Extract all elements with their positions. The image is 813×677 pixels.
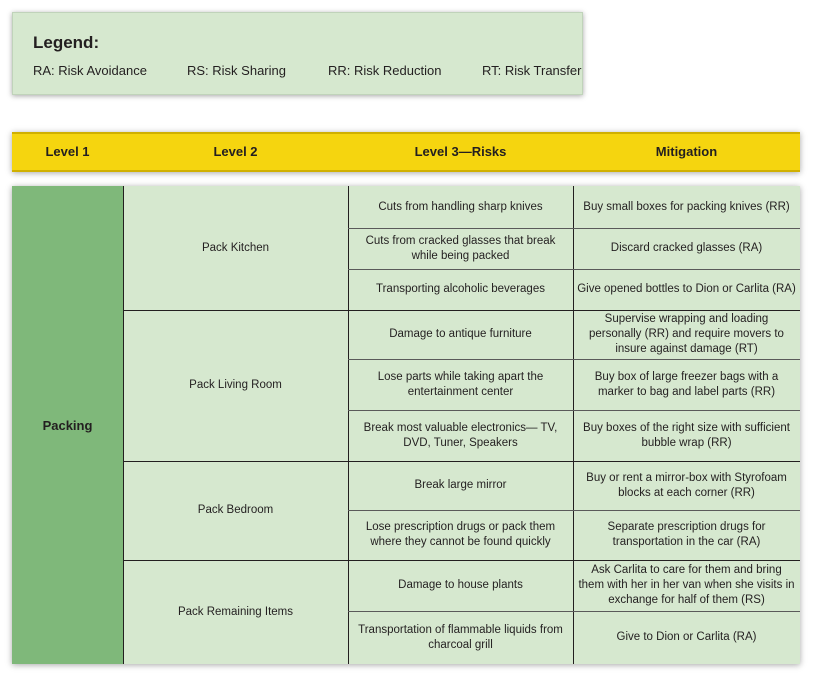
mitigation-cell: Supervise wrapping and loading personally (RR) and require movers to insure against damage (RT) [589,313,784,355]
column-header-bar [12,132,800,172]
risk-table [12,186,800,664]
group-divider [123,560,800,561]
risk-cell: Lose parts while taking apart the entertainment center [377,370,544,398]
row-divider [348,611,800,612]
legend-item-rr: RR: Risk Reduction [328,63,442,78]
legend-item-ra: RA: Risk Avoidance [33,63,147,78]
risk-cell: Damage to antique furniture [389,328,532,340]
group-divider [123,461,800,462]
mitigation-cell: Buy boxes of the right size with sufficient bubble wrap (RR) [583,421,790,449]
legend-item-rs: RS: Risk Sharing [187,63,286,78]
mitigation-cell: Buy or rent a mirror-box with Styrofoam blocks at each corner (RR) [586,471,787,499]
level1-packing: Packing [12,186,123,664]
risk-cell: Break large mirror [414,479,507,491]
risk-cell: Cuts from handling sharp knives [378,200,543,213]
mitigation-cell: Buy box of large freezer bags with a marker to bag and label parts (RR) [594,370,779,398]
legend-item-rt: RT: Risk Transfer [482,63,582,78]
level2-pack-remaining-items: Pack Remaining Items [177,605,294,618]
row-divider [348,269,800,270]
mitigation-cell: Ask Carlita to care for them and bring them with her in her van when she visits in exchange for half of them (RS) [578,564,795,606]
mitigation-cell: Buy small boxes for packing knives (RR) [583,200,790,213]
header-level2: Level 2 [213,144,258,159]
mitigation-cell: Discard cracked glasses (RA) [610,242,763,254]
risk-cell: Break most valuable electronics— TV, DVD, Tuner, Speakers [363,421,558,449]
risk-cell: Transportation of flammable liquids from charcoal grill [358,623,563,651]
level2-pack-bedroom: Pack Bedroom [197,504,274,516]
grid-line [123,186,124,664]
mitigation-cell: Give opened bottles to Dion or Carlita (RA) [577,283,796,295]
legend-title: Legend: [33,33,100,52]
header-mitigation: Mitigation [655,144,718,159]
row-divider [348,359,800,360]
row-divider [348,228,800,229]
row-divider [348,410,800,411]
header-level3-risks: Level 3—Risks [414,144,507,159]
mitigation-cell: Give to Dion or Carlita (RA) [616,631,757,643]
group-divider [123,310,800,311]
row-divider [348,510,800,511]
grid-line [573,186,574,664]
risk-cell: Lose prescription drugs or pack them where they cannot be found quickly [365,521,556,548]
level2-pack-kitchen: Pack Kitchen [201,241,270,254]
legend-box [12,12,583,95]
risk-cell: Transporting alcoholic beverages [376,283,545,295]
header-level1: Level 1 [45,144,90,159]
mitigation-cell: Separate prescription drugs for transportation in the car (RA) [607,521,766,548]
risk-cell: Cuts from cracked glasses that break while being packed [365,234,556,262]
level2-pack-living-room: Pack Living Room [189,379,282,391]
grid-line [348,186,349,664]
risk-cell: Damage to house plants [398,579,523,591]
